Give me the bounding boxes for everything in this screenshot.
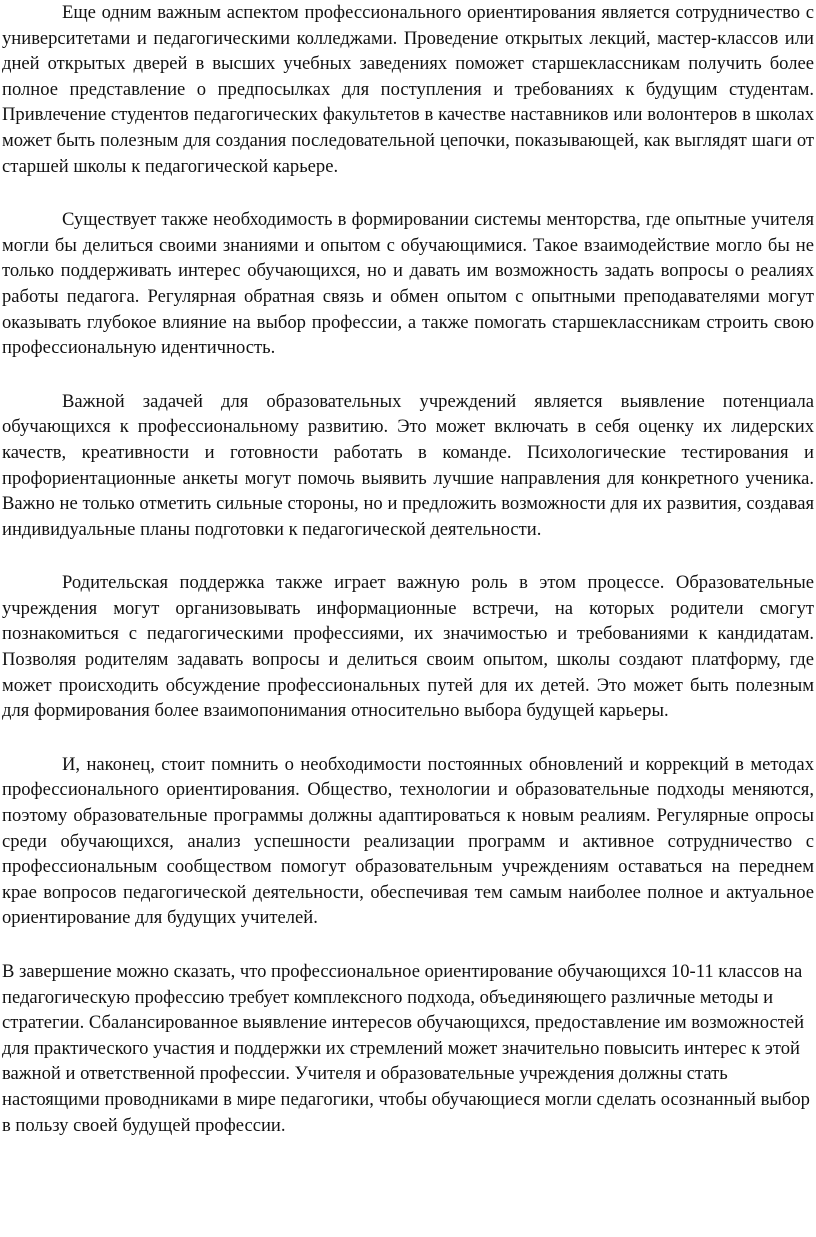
paragraph-student-potential: Важной задачей для образовательных учреждений является выявление потенциала обучающихся к профессиональному развитию. Это может включать в себя оценку их лидерских качеств, креативности и готовности работать в команде. Психологические тестирования и профориентационные анкеты могут помочь выявить лучшие направления для конкретного ученика. Важно не только отметить сильные стороны, но и предложить возможности для их развития, создавая индивидуальные планы подготовки к педагогической деятельности. (2, 390, 814, 540)
paragraph-spacer (2, 724, 814, 752)
paragraph-conclusion: В завершение можно сказать, что профессиональное ориентирование обучающихся 10-11 классов на педагогическую профессию требует комплексного подхода, объединяющего различные методы и стратегии. Сбалансированное выявление интересов обучающихся, предоставление им возможностей для практического участия и поддержки их стремлений может значительно повысить интерес к этой важной и ответственной профессии. Учителя и образовательные учреждения должны стать настоящими проводниками в мире педагогики, чтобы обучающиеся могли сделать осознанный выбор в пользу своей будущей профессии. (2, 961, 810, 1136)
paragraph-parental-support: Родительская поддержка также играет важную роль в этом процессе. Образовательные учреждения могут организовывать информационные встречи, на которых родители смогут познакомиться с педагогическими профессиями, их значимостью и требованиями к кандидатам. Позволяя родителям задавать вопросы и делиться своим опытом, школы создают платформу, где может происходить обсуждение профессиональных путей для их детей. Это может быть полезным для формирования более взаимопонимания относительно выбора будущей карьеры. (2, 572, 814, 722)
paragraph-spacer (2, 542, 814, 570)
paragraph-spacer (2, 179, 814, 207)
paragraph-mentorship: Существует также необходимость в формировании системы менторства, где опытные учителя могли бы делиться своими знаниями и опытом с обучающимися. Такое взаимодействие могло бы не только поддерживать интерес обучающихся, но и давать им возможность задать вопросы о реалиях работы педагога. Регулярная обратная связь и обмен опытом с опытными преподавателями могут оказывать глубокое влияние на выбор профессии, а также помогать старшеклассникам строить свою профессиональную идентичность. (2, 209, 814, 359)
paragraph-continuous-updates: И, наконец, стоит помнить о необходимости постоянных обновлений и коррекций в методах профессионального ориентирования. Общество, технологии и образовательные подходы меняются, поэтому образовательные программы должны адаптироваться к новым реалиям. Регулярные опросы среди обучающихся, анализ успешности реализации программ и активное сотрудничество с профессиональным сообществом помогут образовательным учреждениям оставаться на переднем крае вопросов педагогической деятельности, обеспечивая тем самым наиболее полное и актуальное ориентирование для будущих учителей. (2, 753, 814, 929)
paragraph-spacer (2, 361, 814, 389)
paragraph-spacer (2, 931, 814, 959)
paragraph-university-cooperation: Еще одним важным аспектом профессионального ориентирования является сотрудничество с университетами и педагогическими колледжами. Проведение открытых лекций, мастер-классов или дней открытых дверей в высших учебных заведениях поможет старшеклассникам получить более полное представление о предпосылках для поступления и требованиях к будущим студентам. Привлечение студентов педагогических факультетов в качестве наставников или волонтеров в школах может быть полезным для создания последовательной цепочки, показывающей, как выглядят шаги от старшей школы к педагогической карьере. (2, 2, 814, 177)
